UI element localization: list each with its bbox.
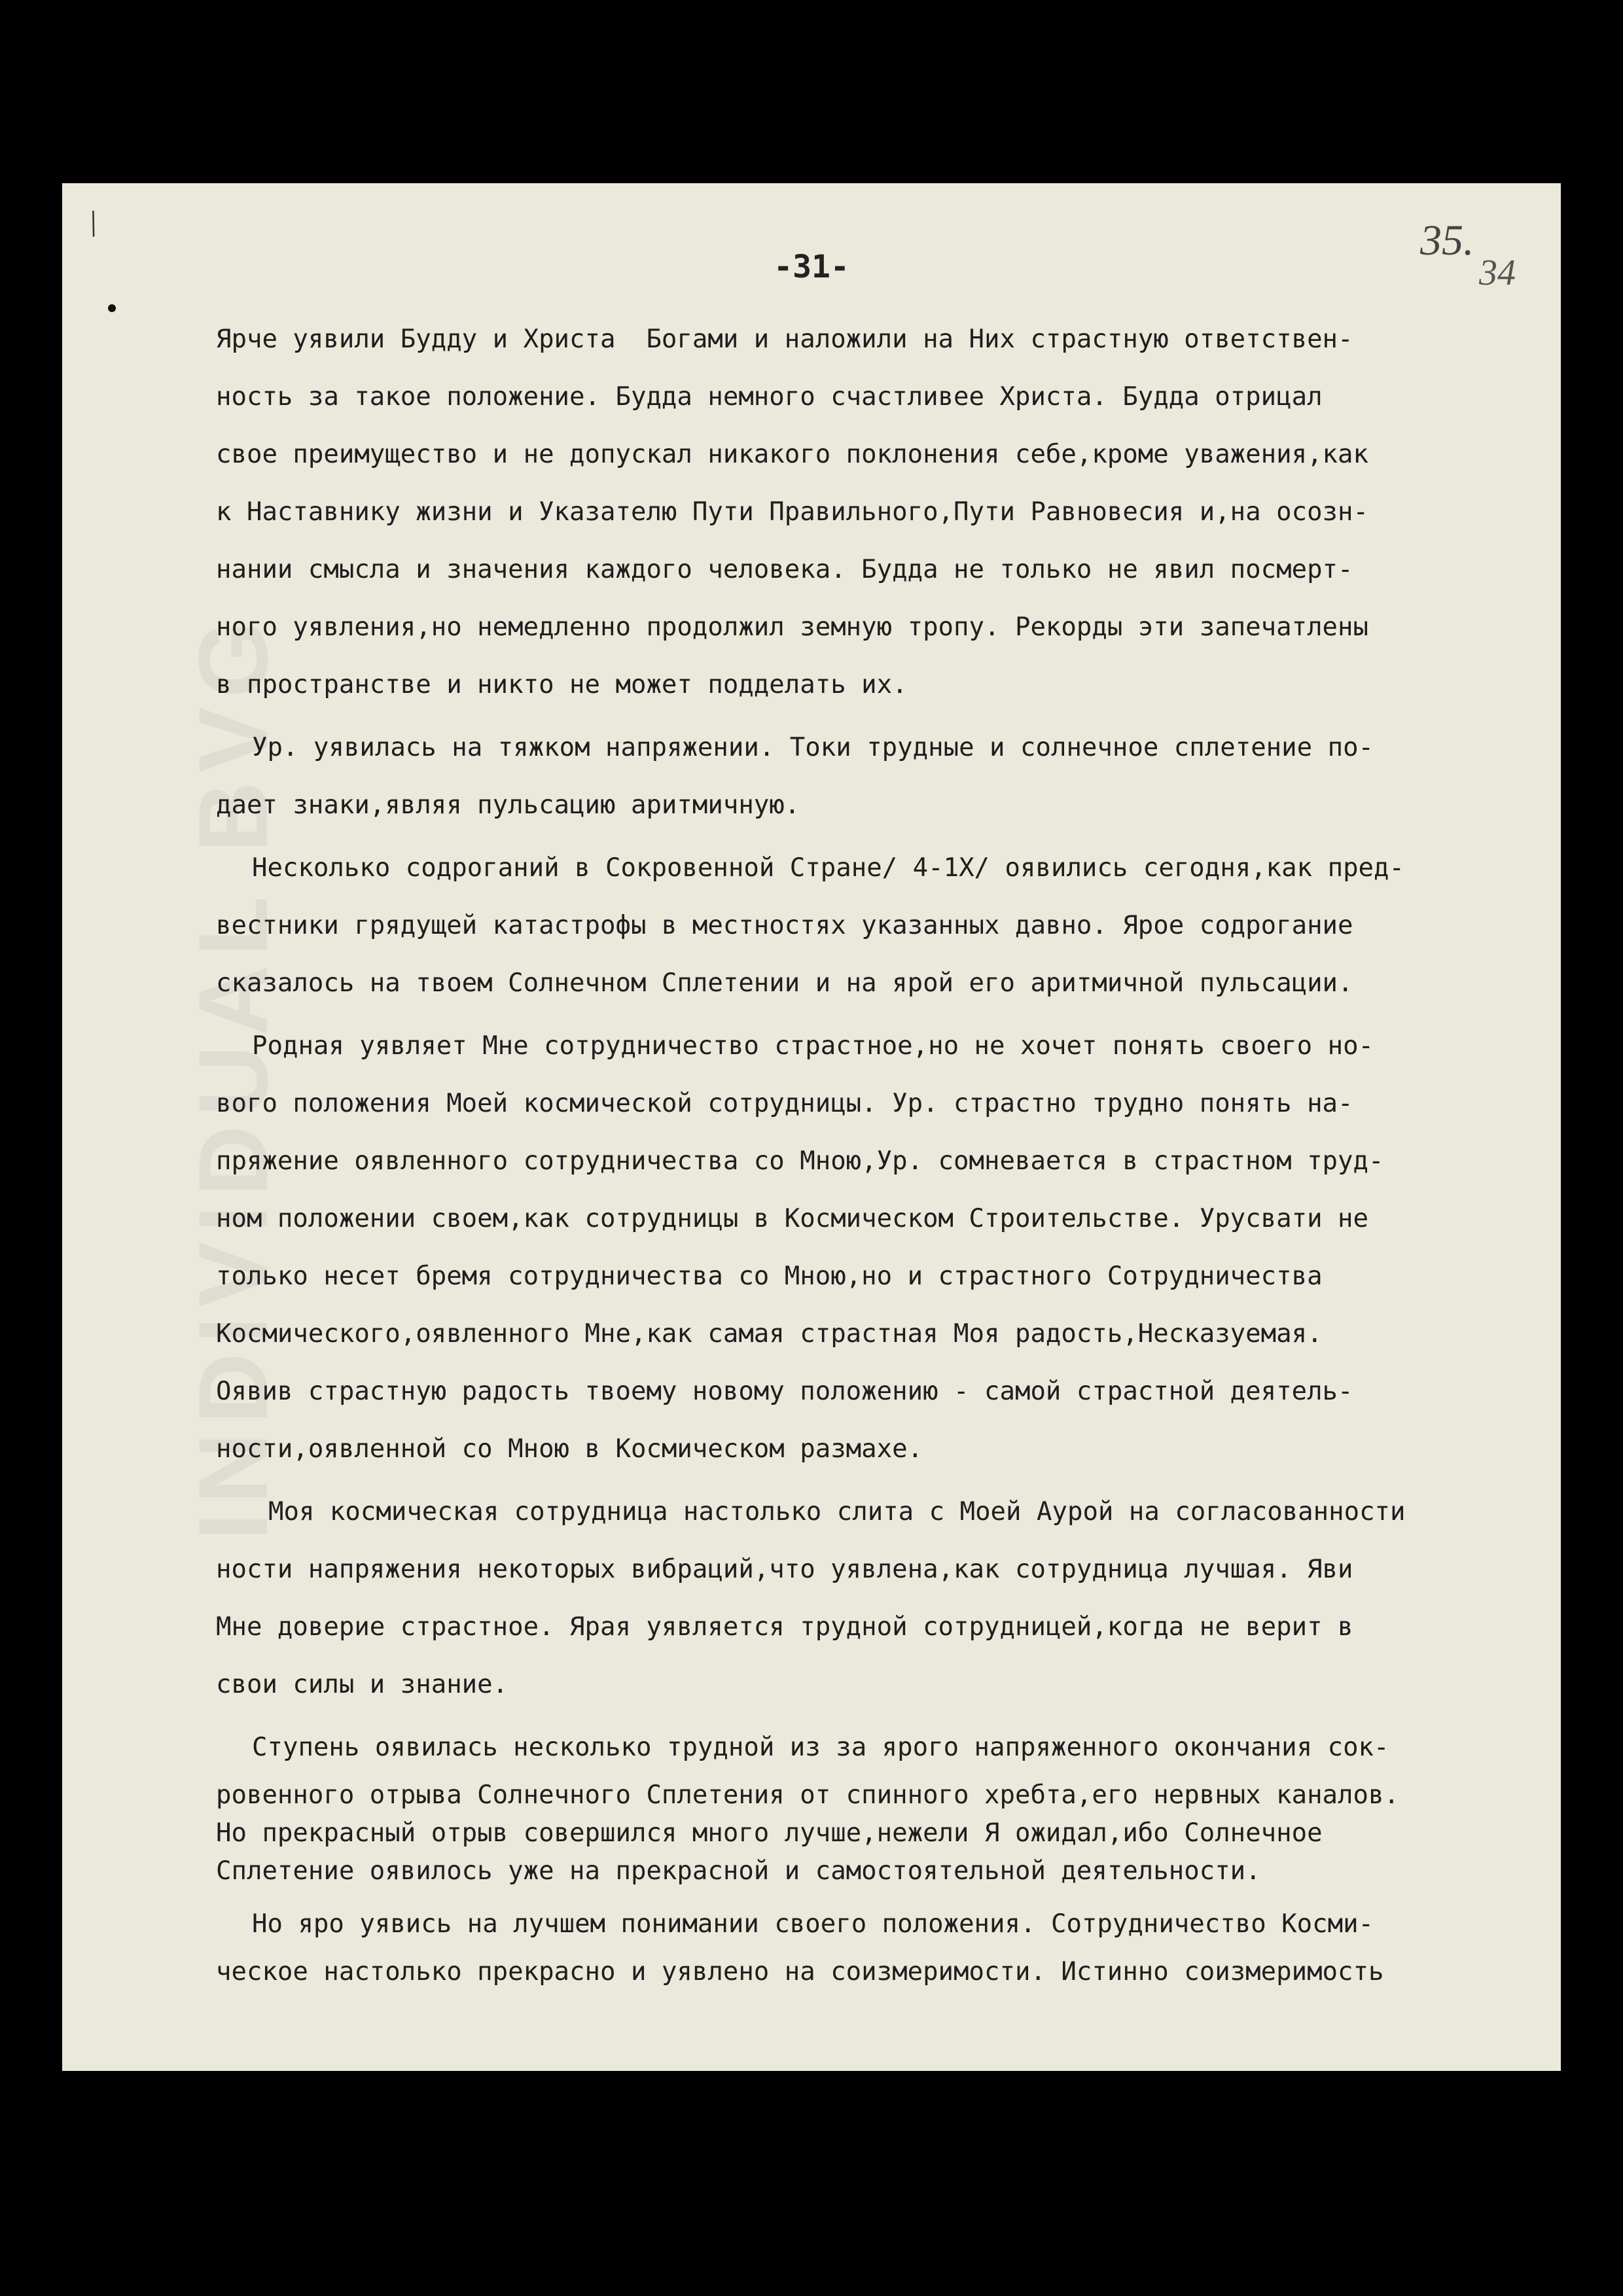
text-line: Оявив страстную радость твоему новому положению - самой страстной деятель- [216, 1377, 1353, 1406]
text-line: вого положения Моей космической сотрудницы. Ур. страстно трудно понять на- [216, 1089, 1353, 1118]
text-line: Моя космическая сотрудница настолько слита с Моей Аурой на согласованности [268, 1497, 1406, 1527]
text-line: пряжение оявленного сотрудничества со Мною,Ур. сомневается в страстном труд- [216, 1146, 1384, 1176]
text-line: ческое настолько прекрасно и уявлено на соизмеримости. Истинно соизмеримость [216, 1957, 1384, 1987]
text-line: ности напряжения некоторых вибраций,что уявлена,как сотрудница лучшая. Яви [216, 1555, 1353, 1584]
paragraph [216, 311, 1558, 714]
text-line: сказалось на твоем Солнечном Сплетении и на ярой его аритмичной пульсации. [216, 968, 1353, 998]
archive-watermark: INDIVIDUAL BVG [178, 612, 288, 1541]
page-number: -31- [774, 249, 849, 285]
paragraph [216, 1483, 1558, 1714]
archive-number-secondary: 34 [1479, 253, 1516, 293]
text-line: только несет бремя сотрудничества со Мною,но и страстного Сотрудничества [216, 1262, 1323, 1291]
paragraph [216, 839, 1558, 1012]
text-line: к Наставнику жизни и Указателю Пути Правильного,Пути Равновесия и,на осозн- [216, 497, 1368, 527]
text-line: ность за такое положение. Будда немного счастливее Христа. Будда отрицал [216, 382, 1323, 412]
paragraph [216, 719, 1558, 834]
document-page [62, 183, 1561, 2071]
text-line: Несколько содроганий в Сокровенной Стране/ 4-1Х/ оявились сегодня,как пред- [252, 853, 1404, 883]
text-line: дает знаки,являя пульсацию аритмичную. [216, 790, 800, 820]
text-line: в пространстве и никто не может подделать их. [216, 670, 908, 699]
archive-number: 35. [1420, 217, 1474, 264]
text-line: Родная уявляет Мне сотрудничество страстное,но не хочет понять своего но- [252, 1031, 1374, 1061]
text-line: Но яро уявись на лучшем понимании своего положения. Сотрудничество Косми- [252, 1909, 1374, 1939]
text-line: Ярче уявили Будду и Христа Богами и наложили на Них страстную ответствен- [216, 325, 1353, 354]
paragraph [216, 1896, 1558, 1991]
paragraph [216, 1719, 1558, 1890]
ink-dot [108, 304, 116, 312]
text-line: нании смысла и значения каждого человека. Будда не только не явил посмерт- [216, 555, 1353, 584]
text-line: ного уявления,но немедленно продолжил земную тропу. Рекорды эти запечатлены [216, 612, 1368, 642]
paragraph [216, 1017, 1558, 1478]
corner-mark: / [81, 203, 105, 245]
text-line: ности,оявленной со Мною в Космическом размахе. [216, 1434, 923, 1464]
text-line: ном положении своем,как сотрудницы в Космическом Строительстве. Урусвати не [216, 1204, 1368, 1233]
text-line: ровенного отрыва Солнечного Сплетения от спинного хребта,его нервных каналов. [216, 1780, 1399, 1810]
text-line: свои силы и знание. [216, 1670, 508, 1699]
text-line: Но прекрасный отрыв совершился много лучше,нежели Я ожидал,ибо Солнечное [216, 1818, 1323, 1848]
text-line: Мне доверие страстное. Ярая уявляется трудной сотрудницей,когда не верит в [216, 1612, 1353, 1642]
text-line: Ступень оявилась несколько трудной из за ярого напряженного окончания сок- [252, 1733, 1389, 1762]
text-line: Ур. уявилась на тяжком напряжении. Токи трудные и солнечное сплетение по- [252, 733, 1374, 762]
text-line: Сплетение оявилось уже на прекрасной и самостоятельной деятельности. [216, 1856, 1261, 1886]
text-line: Космического,оявленного Мне,как самая страстная Моя радость,Несказуемая. [216, 1319, 1323, 1349]
typed-text-body [216, 311, 1558, 1991]
text-line: свое преимущество и не допускал никакого поклонения себе,кроме уважения,как [216, 440, 1368, 469]
text-line: вестники грядущей катастрофы в местностях указанных давно. Ярое содрогание [216, 911, 1353, 940]
